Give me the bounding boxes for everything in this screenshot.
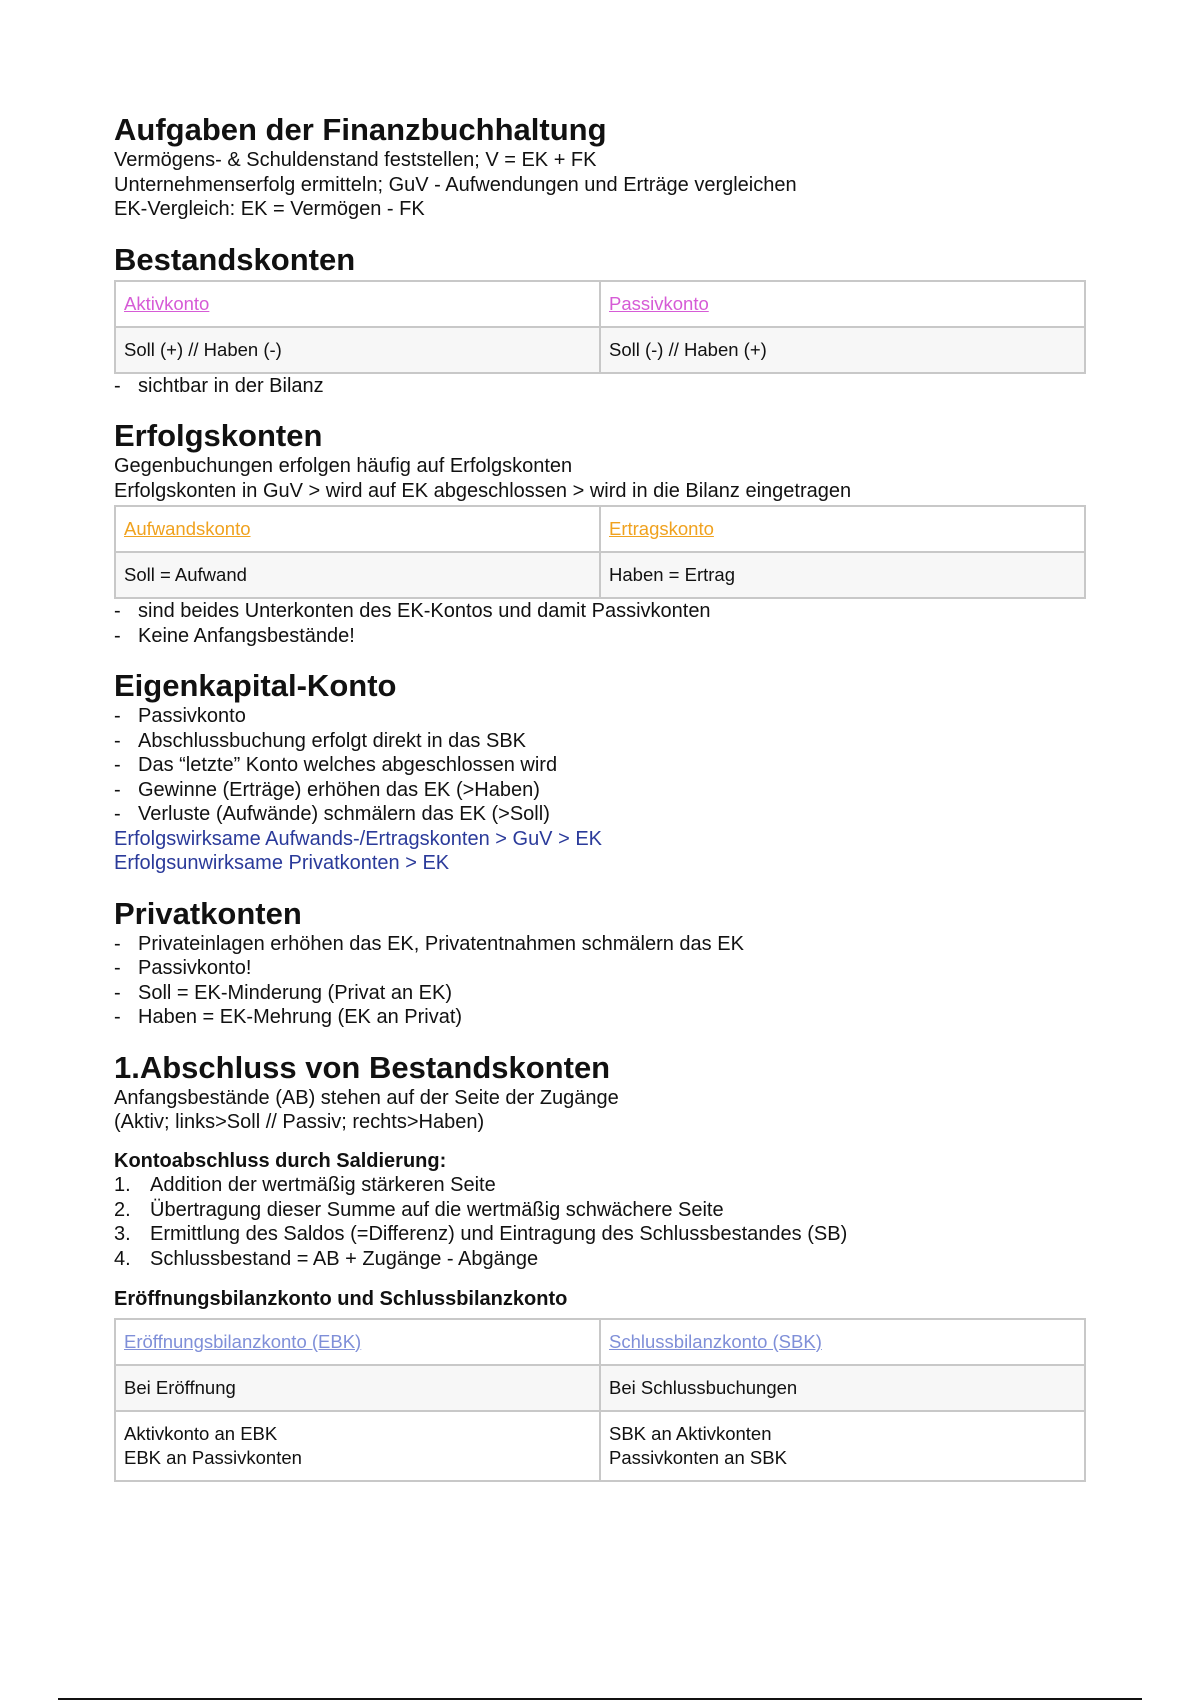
list-item: - Das “letzte” Konto welches abgeschlossen wird [114,753,1086,778]
table-cell: Soll (-) // Haben (+) [600,327,1085,373]
section-abschluss [114,1050,1086,1482]
bullet-list [114,374,1086,399]
text-line: Gegenbuchungen erfolgen häufig auf Erfolgskonten [114,455,573,477]
table-header-cell [600,1319,1085,1365]
table-cell: Soll = Aufwand [115,552,600,598]
section-fibu [114,112,1086,222]
heading-fibu: Aufgaben der Finanzbuchhaltung [114,112,607,147]
heading-bestandskonten: Bestandskonten [114,241,356,277]
section-privatkonten [114,896,1086,1030]
heading-erfolgskonten: Erfolgskonten [114,418,323,453]
subheading-ebk-sbk: Eröffnungsbilanzkonto und Schlussbilanzkonto [114,1288,568,1310]
cell-line: Passivkonten an SBK [609,1446,787,1468]
bullet-list [114,704,1086,827]
table-cell: Bei Schlussbuchungen [600,1365,1085,1411]
aufwandskonto-link[interactable]: Aufwandskonto [124,518,251,539]
list-item: - Privateinlagen erhöhen das EK, Privatentnahmen schmälern das EK [114,932,1086,957]
section-bestandskonten [114,242,1086,399]
bullet-list [114,932,1086,1030]
table-header-cell [115,281,600,327]
ebk-link[interactable]: Eröffnungsbilanzkonto (EBK) [124,1330,362,1352]
text-line: Erfolgskonten in GuV > wird auf EK abgeschlossen > wird in die Bilanz eingetragen [114,479,852,502]
text-line: Unternehmenserfolg ermitteln; GuV - Aufwendungen und Erträge vergleichen [114,173,797,196]
list-item: - sind beides Unterkonten des EK-Kontos und damit Passivkonten [114,599,1086,624]
erfolgskonten-table [114,505,1086,599]
table-cell: Bei Eröffnung [115,1365,600,1411]
text-line: Anfangsbestände (AB) stehen auf der Seite der Zugänge [114,1086,619,1109]
cell-line: Aktivkonto an EBK [124,1422,278,1444]
cell-line: EBK an Passivkonten [124,1446,302,1468]
section-erfolgskonten [114,418,1086,648]
section-eigenkapital [114,668,1086,876]
bestandskonten-table [114,280,1086,374]
list-item: 4. Schlussbestand = AB + Zugänge - Abgänge [114,1247,539,1270]
list-item: - Keine Anfangsbestände! [114,624,1086,649]
passivkonto-link[interactable]: Passivkonto [609,292,709,314]
text-line-blue: Erfolgswirksame Aufwands-/Ertragskonten > GuV > EK [114,827,602,850]
list-item: 2. Übertragung dieser Summe auf die wertmäßig schwächere Seite [114,1198,724,1221]
text-line: Vermögens- & Schuldenstand feststellen; V = EK + FK [114,149,597,171]
list-item: - Soll = EK-Minderung (Privat an EK) [114,981,1086,1006]
table-header-cell [600,281,1085,327]
list-item: - Gewinne (Erträge) erhöhen das EK (>Haben) [114,778,1086,803]
list-item: - Haben = EK-Mehrung (EK an Privat) [114,1005,1086,1030]
ebk-sbk-table [114,1318,1086,1482]
bullet-list [114,599,1086,648]
list-item: 1. Addition der wertmäßig stärkeren Seite [114,1174,496,1196]
subheading-saldierung: Kontoabschluss durch Saldierung: [114,1149,447,1172]
aktivkonto-link[interactable]: Aktivkonto [124,292,210,314]
list-item: - Verluste (Aufwände) schmälern das EK (>Soll) [114,802,1086,827]
table-cell [115,1411,600,1481]
heading-eigenkapital: Eigenkapital-Konto [114,668,397,703]
table-header-cell [115,1319,600,1365]
text-line-blue: Erfolgsunwirksame Privatkonten > EK [114,852,450,874]
cell-line: SBK an Aktivkonten [609,1422,772,1444]
table-cell [600,1411,1085,1481]
heading-abschluss: 1.Abschluss von Bestandskonten [114,1049,611,1085]
heading-privatkonten: Privatkonten [114,895,302,931]
text-line: EK-Vergleich: EK = Vermögen - FK [114,198,425,220]
table-header-cell [600,506,1085,552]
table-cell: Soll (+) // Haben (-) [115,327,600,373]
table-cell: Haben = Ertrag [600,552,1085,598]
ertragskonto-link[interactable]: Ertragskonto [609,518,714,539]
list-item: - sichtbar in der Bilanz [114,374,1086,399]
list-item: - Abschlussbuchung erfolgt direkt in das SBK [114,729,1086,754]
document-page [114,112,1086,1502]
list-item: - Passivkonto! [114,956,1086,981]
sbk-link[interactable]: Schlussbilanzkonto (SBK) [609,1330,822,1352]
table-header-cell [115,506,600,552]
text-line: (Aktiv; links>Soll // Passiv; rechts>Haben) [114,1111,485,1133]
list-item: - Passivkonto [114,704,1086,729]
list-item: 3. Ermittlung des Saldos (=Differenz) und Eintragung des Schlussbestandes (SB) [114,1223,848,1245]
numbered-list [114,1173,1086,1271]
